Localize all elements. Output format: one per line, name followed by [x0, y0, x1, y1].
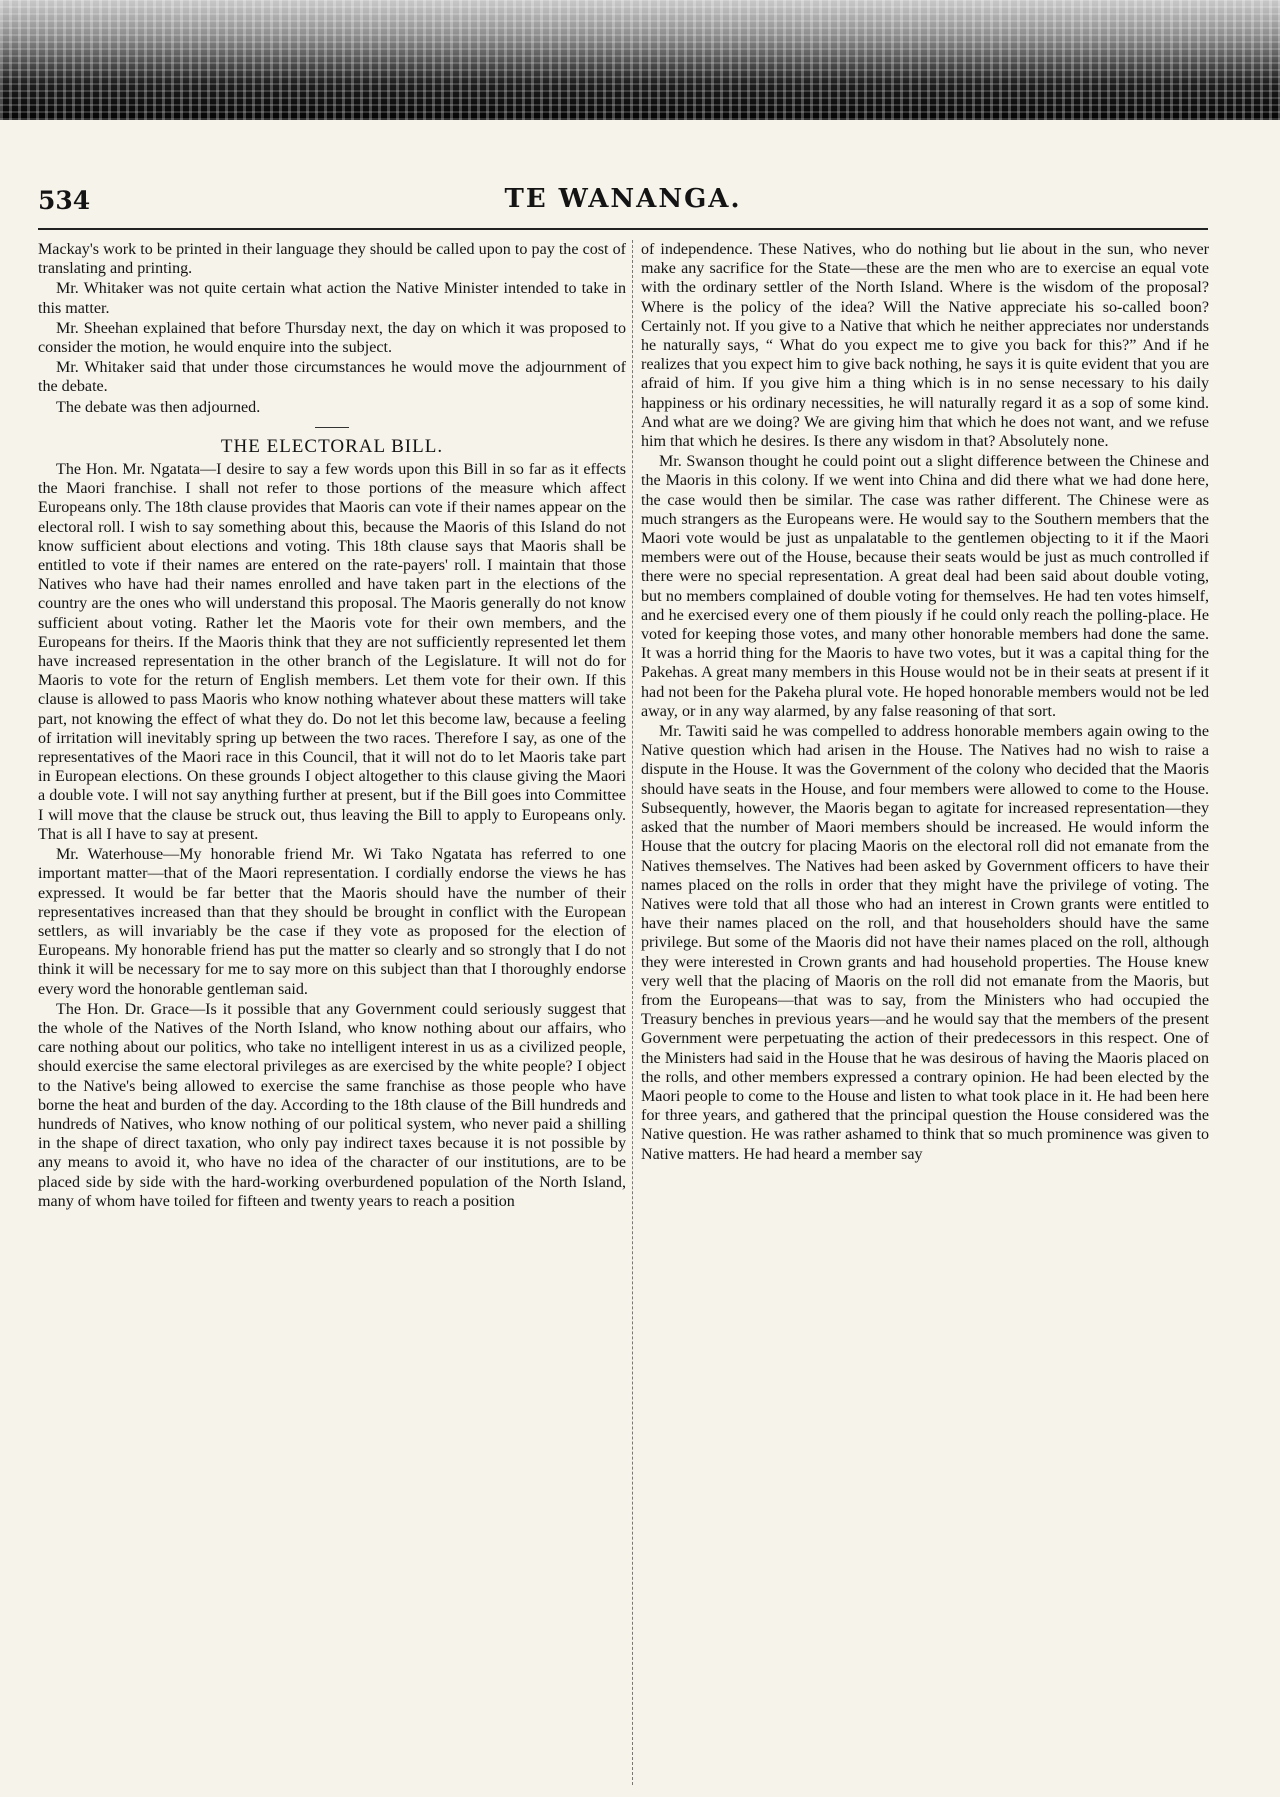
paragraph: Mr. Tawiti said he was compelled to address honorable members again owing to the Native question which had arisen in the House. The Natives had no wish to raise a dispute in the House. It was the Government of the colony who decided that the Maoris should have seats in the House, and four members were allowed to come to the House. Subsequently, however, the Maoris began to agitate for increased representation—they asked that the number of Maori members should be increased. He would inform the House that the outcry for placing Maoris on the electoral roll did not emanate from the Natives themselves. The Natives had been asked by Government officers to have their names placed on the rolls in order that they might have the privilege of voting. The Natives were told that all those who had an interest in Crown grants were entitled to have their names placed on the roll, and that householders should have the same privilege. But some of the Maoris did not have their names placed on the roll, although they were interested in Crown grants and had household properties. The House knew very well that the placing of Maoris on the roll did not emanate from the Maoris, but from the Europeans—that was to say, from the Ministers who had occupied the Treasury benches in previous years—and he would say that the members of the present Government were perpetuating the action of their predecessors in this respect. One of the Ministers had said in the House that he was desirous of having the Maoris placed on the rolls, and other members expressed a contrary opinion. He had been elected by the Maori people to come to the House and listen to what took place in it. He had been here for three years, and gathered that the principal question the House considered was the Native question. He was rather ashamed to think that so much prominence was given to Native matters. He had heard a member say	[641, 723, 1209, 1163]
journal-title: TE WANANGA.	[504, 184, 742, 214]
paragraph: Mr. Whitaker said that under those circumstances he would move the adjournment of the debate.	[38, 359, 626, 396]
header-rule	[38, 228, 1208, 230]
paragraph: The debate was then adjourned.	[56, 398, 261, 416]
paragraph: of independence. These Natives, who do nothing but lie about in the sun, who never make any sacrifice for the State—these are the men who are to exercise an equal vote with the ordinary settler of the North Island. Where is the wisdom of the proposal? Where is the policy of the idea? Will the Native appreciate his so-called boon? Certainly not. If you give to a Native that which he neither appreciates nor understands he naturally says, “ What do you expect me to give you back for this?” And if he realizes that you expect him to give back nothing, he says it is quite evident that you are afraid of him. If you give him a thing which is in no sense necessary to his daily happiness or his ordinary necessities, he will naturally regard it as a sop of some kind. And what are we doing? We are giving him that which he does not want, and we refuse him that which he desires. Is there any wisdom in that? Absolutely none.	[641, 241, 1209, 451]
paragraph: Mr. Swanson thought he could point out a slight difference between the Chinese and the Maoris in this colony. If we went into China and did there what we had done here, the case would then be similar. The case was rather different. The Chinese were as much strangers as the Europeans were. He would say to the Southern members that the Maori vote would be just as unpalatable to the gentlemen objecting to it if the Maori members were out of the House, because their seats would be just as much controlled if there were no special representation. A great deal had been said about double voting, but no members complained of double voting for themselves. He had ten votes himself, and he exercised every one of them piously if he could only reach the polling-place. He voted for keeping those votes, and many other honorable members had done the same. It was a horrid thing for the Maoris to have two votes, but it was a capital thing for the Pakehas. A great many members in this House would not be in their seats at present if it had not been for the Pakeha plural vote. He hoped honorable members would not be led away, or in any way alarmed, by any false reasoning of that sort.	[641, 453, 1209, 720]
paragraph: Mackay's work to be printed in their language they should be called upon to pay the cost of translating and printing.	[38, 241, 626, 278]
scan-top-band	[0, 0, 1280, 120]
paragraph: The Hon. Mr. Ngatata—I desire to say a few words upon this Bill in so far as it effects the Maori franchise. I shall not refer to those portions of the measure which affect Europeans only. The 18th clause provides that Maoris can vote if their names appear on the electoral roll. I wish to say something about this, because the Maoris of this Island do not know sufficient about elections and voting. This 18th clause says that Maoris shall be entitled to vote if their names are entered on the rate-payers' roll. I maintain that those Natives who have had their names enrolled and have taken part in the elections of the country are the ones who will understand this proposal. The Maoris generally do not know sufficient about voting. Rather let the Maoris vote for their own members, and the Europeans for theirs. If the Maoris think that they are not sufficiently represented let them have increased representation in the other branch of the Legislature. It will not do for Maoris to vote for the return of English members. Let them vote for their own. If this clause is allowed to pass Maoris who know nothing whatever about these matters will take part, not knowing the effect of what they do. Do not let this become law, because a feeling of irritation will inevitably spring up between the two races. Therefore I say, as one of the representatives of the Maori race in this Council, that it will not do to let Maoris take part in European elections. On these grounds I object altogether to this clause giving the Maori a double vote. I will not say anything further at present, but if the Bill goes into Committee I will move that the clause be struck out, thus leaving the Bill to apply to Europeans only. That is all I have to say at present.	[38, 461, 626, 843]
page-header	[38, 186, 1208, 226]
left-column	[38, 240, 626, 1788]
paragraph: Mr. Sheehan explained that before Thursday next, the day on which it was proposed to consider the motion, he would enquire into the subject.	[38, 319, 626, 357]
paragraph: The Hon. Dr. Grace—Is it possible that any Government could seriously suggest that the whole of the Natives of the North Island, who know nothing about our affairs, who care nothing about our politics, who take no intelligent interest in us as a civilized people, should exercise the same electoral privileges as are exercised by the white people? I object to the Native's being allowed to exercise the same franchise as those people who have borne the heat and burden of the day. According to the 18th clause of the Bill hundreds and hundreds of Natives, who know nothing of our political system, who never paid a shilling in the shape of direct taxation, who only pay indirect taxes because it is not possible by any means to avoid it, who have no idea of the character of our institutions, are to be placed side by side with the hard-working overburdened population of the North Island, many of whom have toiled for fifteen and twenty years to reach a position	[38, 1000, 626, 1210]
page-number: 534	[38, 186, 91, 215]
section-title: THE ELECTORAL BILL.	[38, 427, 626, 456]
paragraph: Mr. Whitaker was not quite certain what action the Native Minister intended to take in this matter.	[38, 280, 626, 317]
column-divider	[632, 240, 633, 1785]
paragraph: Mr. Waterhouse—My honorable friend Mr. Wi Tako Ngatata has referred to one important matter—that of the Maori representation. I cordially endorse the views he has expressed. It would be far better that the Maoris should have the number of their representatives increased than that they should be brought in conflict with the European settlers, as will invariably be the case if they vote as proposed for the election of Europeans. My honorable friend has put the matter so clearly and so strongly that I do not think it will be necessary for me to say more on this subject than that I thoroughly endorse every word the honorable gentleman said.	[38, 846, 626, 998]
right-column	[641, 240, 1209, 1788]
